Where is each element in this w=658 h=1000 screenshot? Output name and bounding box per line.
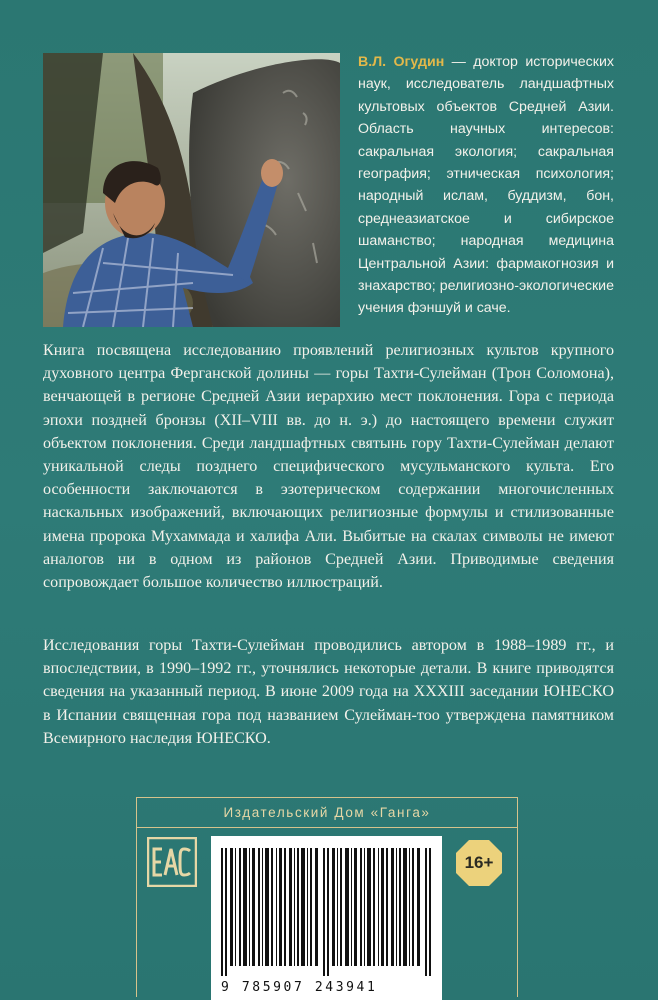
description-paragraph-1: Книга посвящена исследованию проявлений религиозных культов крупного духовного центра Ферганской долины — горы Тахти-Сулейман (Трон Соломона), венчающей в регионе Средней Азии иерархию мест поклонения. Гора с периода эпохи поздней бронзы (XII–VIII вв. до н. э.) до настоящего времени служит объектом поклонения. Среди ландшафтных святынь гору Тахти-Сулейман делают уникальной следы позднего специфического мусульманского культа. Его особенности заключаются в эзотерическом содержании многочисленных наскальных изображений, включающих религиозные формулы и стилизованные имена пророка Мухаммада и халифа Али. Выбитые на скалах символы не имеют аналогов ни в одном из районов Средней Азии. Приводимые сведения сопровождает большое количество иллюстраций. [43, 342, 614, 592]
isbn-number: 9 785907 243941 [221, 980, 378, 995]
age-rating-label: 16+ [464, 853, 494, 872]
barcode-bars [221, 848, 433, 976]
author-bio [358, 51, 614, 320]
isbn-barcode [211, 836, 442, 1000]
author-name: В.Л. Огудин [358, 54, 445, 70]
author-bio-text: — доктор исторических наук, исследователь ландшафтных культовых объектов Средней Азии. Область научных интересов: сакральная экология; сакральная география; этническая психология; народный ислам, буддизм, бон, среднеазиатское и сибирское шаманство; народная медицина Центральной Азии: фармакогнозия и знахарство; религиозно-экологические учения фэншуй и саче. [358, 54, 614, 317]
eac-icon [147, 837, 197, 887]
author-photo [43, 53, 340, 327]
description-paragraph-2: Исследования горы Тахти-Сулейман проводились автором в 1988–1989 гг., и впоследствии, в 1990–1992 гг., уточнялись некоторые детали. В книге приводятся сведения на указанный период. В июне 2009 года на XXXIII заседании ЮНЕСКО в Испании священная гора под названием Сулейман-тоо утверждена памятником Всемирного наследия ЮНЕСКО. [43, 637, 614, 747]
publisher-name: Издательский Дом «Ганга» [137, 798, 517, 828]
